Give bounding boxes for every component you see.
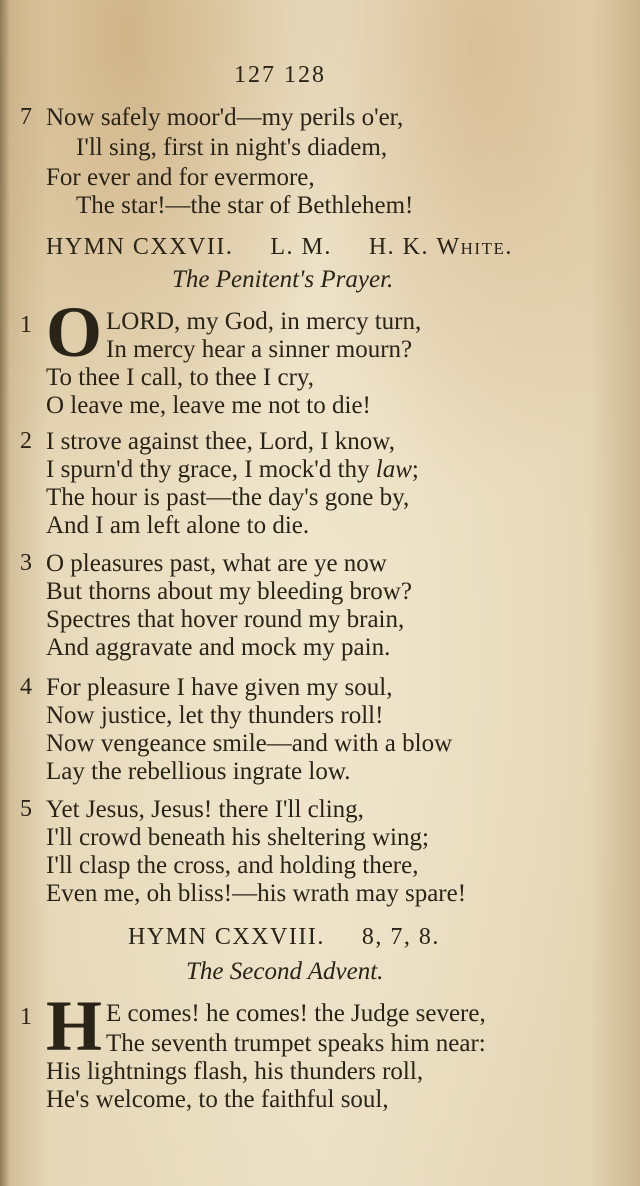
hymn-author-initials: H. K.: [368, 234, 429, 260]
verse-line: I'll clasp the cross, and holding there,: [46, 852, 419, 879]
hymn-author-surname: White.: [436, 234, 513, 260]
verse-line: Lay the rebellious ingrate low.: [46, 758, 351, 785]
verse-line: I'll sing, first in night's diadem,: [76, 134, 388, 161]
stanza-number: 1: [20, 312, 32, 338]
stanza-number: 2: [20, 428, 32, 454]
verse-line: The hour is past—the day's gone by,: [46, 484, 410, 511]
verse-line-punct: ;: [411, 456, 419, 483]
verse-line: Spectres that hover round my brain,: [46, 606, 405, 633]
verse-line: [46, 456, 419, 484]
stanza-number: 7: [20, 104, 32, 130]
stanza-number: 4: [20, 674, 32, 700]
verse-line: O leave me, leave me not to die!: [46, 392, 371, 419]
stanza-number: 1: [20, 1004, 32, 1030]
hymn-number: HYMN CXXVII.: [46, 234, 234, 260]
hymn-number: HYMN CXXVIII.: [128, 924, 325, 950]
hymn-title: The Second Advent.: [186, 958, 384, 985]
verse-line: Even me, oh bliss!—his wrath may spare!: [46, 880, 467, 907]
stanza-number: 3: [20, 550, 32, 576]
hymn-meter: L. M.: [270, 234, 332, 260]
verse-line: Now justice, let thy thunders roll!: [46, 702, 384, 729]
page-spine-shadow: [0, 0, 10, 1186]
verse-line: The seventh trumpet speaks him near:: [106, 1030, 486, 1057]
verse-line: And aggravate and mock my pain.: [46, 634, 391, 661]
drop-cap: O: [46, 292, 103, 372]
verse-line: O pleasures past, what are ye now: [46, 550, 387, 577]
verse-line: E comes! he comes! the Judge severe,: [106, 1000, 486, 1027]
verse-line: I'll crowd beneath his sheltering wing;: [46, 824, 429, 851]
italic-word: law: [375, 456, 412, 483]
verse-line-text: I spurn'd thy grace, I mock'd thy: [46, 456, 376, 483]
verse-line: For pleasure I have given my soul,: [46, 674, 393, 701]
stanza-number: 5: [20, 796, 32, 822]
verse-line: But thorns about my bleeding brow?: [46, 578, 412, 605]
verse-line: The star!—the star of Bethlehem!: [76, 192, 414, 219]
page-number: 127 128: [234, 62, 326, 88]
hymn-heading: [46, 234, 513, 261]
verse-line: I strove against thee, Lord, I know,: [46, 428, 395, 455]
verse-line: To thee I call, to thee I cry,: [46, 364, 315, 391]
verse-line: LORD, my God, in mercy turn,: [106, 308, 422, 335]
verse-line: Yet Jesus, Jesus! there I'll cling,: [46, 796, 364, 823]
verse-line: For ever and for evermore,: [46, 164, 315, 191]
verse-line: In mercy hear a sinner mourn?: [106, 336, 413, 363]
verse-line: He's welcome, to the faithful soul,: [46, 1086, 389, 1113]
hymn-meter: 8, 7, 8.: [361, 924, 440, 950]
verse-line: Now vengeance smile—and with a blow: [46, 730, 453, 757]
verse-line: His lightnings flash, his thunders roll,: [46, 1058, 424, 1085]
drop-cap: H: [46, 986, 103, 1066]
hymn-heading: [128, 924, 440, 951]
hymn-title: The Penitent's Prayer.: [172, 266, 394, 293]
verse-line: And I am left alone to die.: [46, 512, 310, 539]
verse-line: Now safely moor'd—my perils o'er,: [46, 104, 404, 131]
